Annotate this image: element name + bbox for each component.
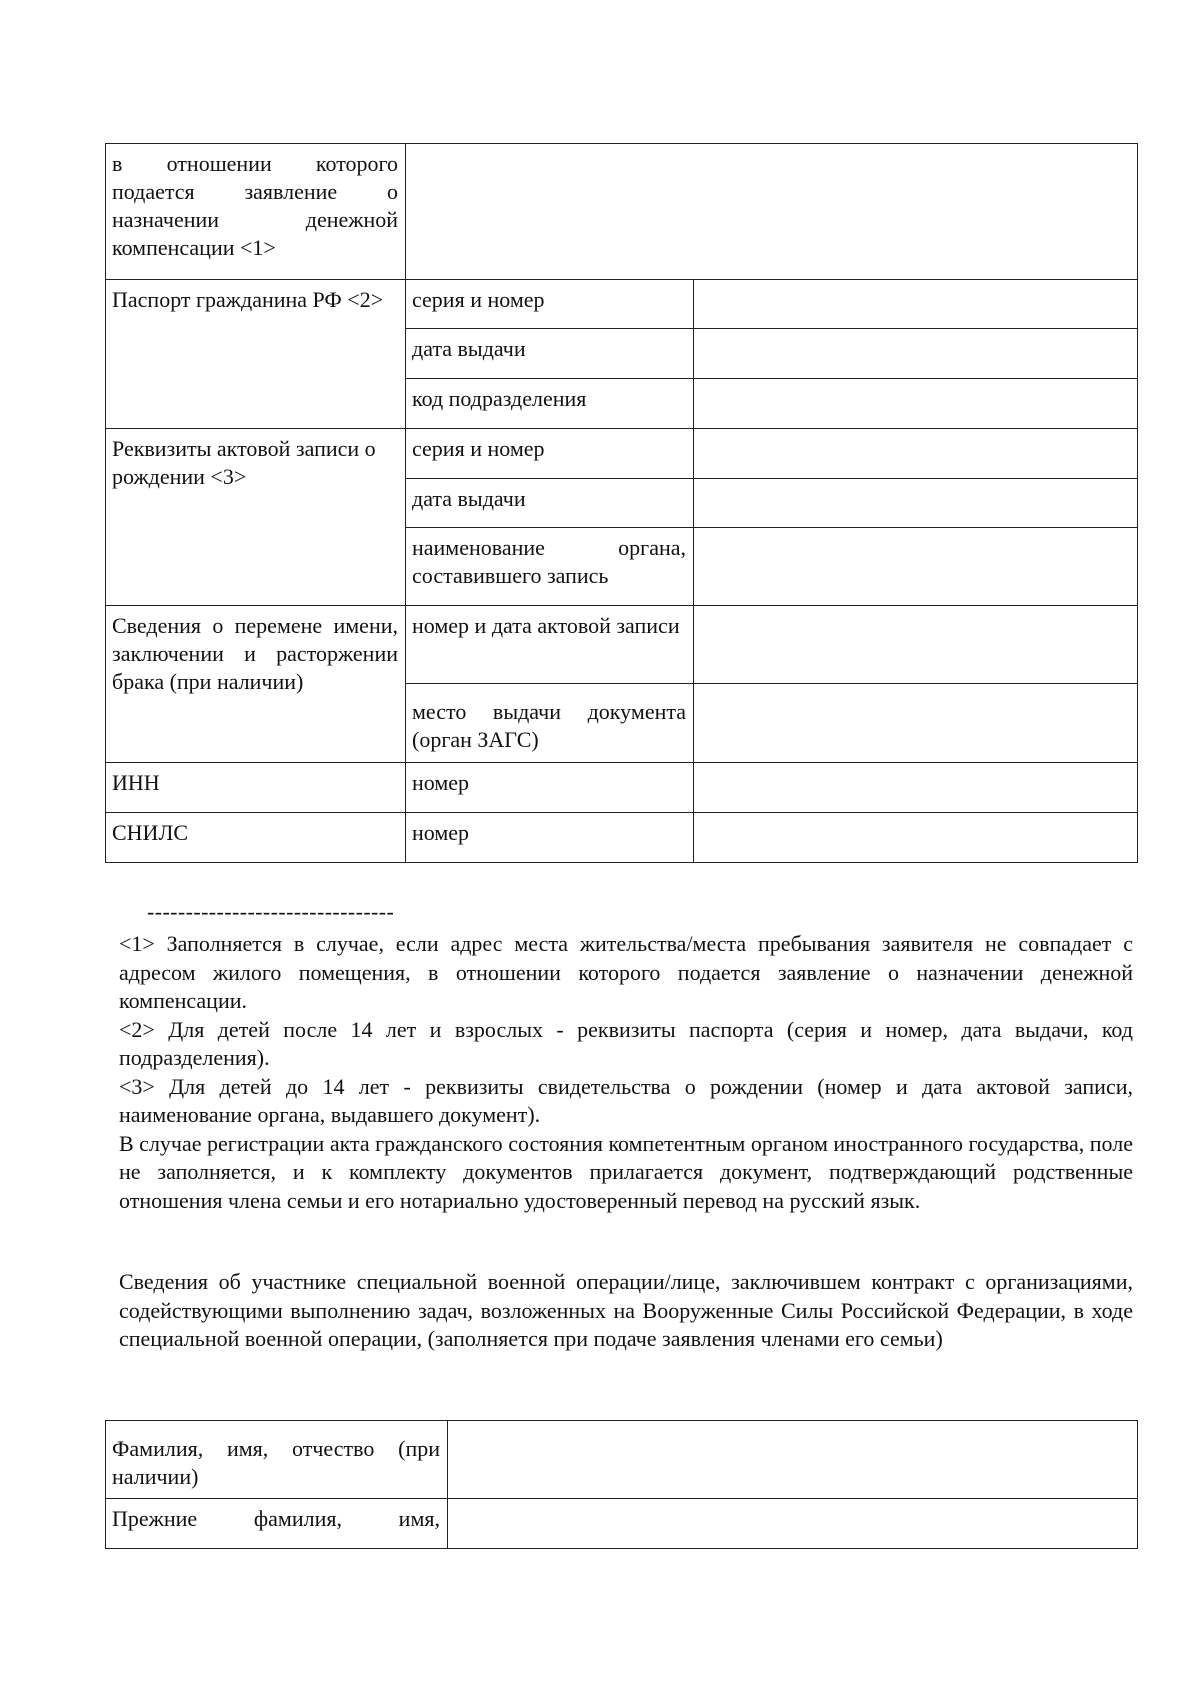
row-label-snils: СНИЛС — [106, 813, 406, 863]
input-cell-previous-name[interactable] — [448, 1499, 1138, 1549]
input-cell-full-name[interactable] — [448, 1421, 1138, 1499]
input-cell-inn-number[interactable] — [694, 763, 1138, 813]
input-cell-issue-place[interactable] — [694, 684, 1138, 763]
table-row — [106, 813, 1138, 863]
sub-label-birth-series: серия и номер — [406, 429, 694, 479]
table-row — [106, 1499, 1138, 1549]
row-label-name-change: Сведения о перемене имени, заключении и расторжении брака (при наличии) — [106, 606, 406, 763]
footnote-3: <3> Для детей до 14 лет - реквизиты свидетельства о рождении (номер и дата актовой записи, наименование органа, выдавшего документ). — [119, 1073, 1133, 1127]
input-cell-birth-authority[interactable] — [694, 528, 1138, 606]
footnote-foreign-registration: В случае регистрации акта гражданского состояния компетентным органом иностранного государства, поле не заполняется, и к комплекту документов прилагается документ, подтверждающий родственные отношения члена семьи и его нотариально удостоверенный перевод на русский язык. — [119, 1130, 1133, 1213]
row-label-full-name: Фамилия, имя, отчество (при наличии) — [106, 1421, 448, 1499]
table-row — [106, 280, 1138, 329]
sub-label-snils-number: номер — [406, 813, 694, 863]
footnotes-block — [119, 930, 1133, 1215]
row-label-inn: ИНН — [106, 763, 406, 813]
sub-label-birth-authority: наименование органа, составившего запись — [406, 528, 694, 606]
table-row — [106, 763, 1138, 813]
input-cell-birth-date[interactable] — [694, 479, 1138, 528]
input-cell-birth-series[interactable] — [694, 429, 1138, 479]
input-cell-address-property[interactable] — [406, 144, 1138, 280]
sub-label-record-number-date: номер и дата актовой записи — [406, 606, 694, 684]
sub-label-passport-code: код подразделения — [406, 379, 694, 429]
svo-info-text: Сведения об участнике специальной военной операции/лице, заключившем контракт с организациями, содействующими выполнению задач, возложенных на Вооруженные Силы Российской Федерации, в ходе специальной военной операции, (заполняется при подаче заявления членами его семьи) — [119, 1269, 1133, 1351]
row-label-passport: Паспорт гражданина РФ <2> — [106, 280, 406, 429]
input-cell-snils-number[interactable] — [694, 813, 1138, 863]
svo-participant-table — [105, 1420, 1138, 1549]
row-label-address-property: в отношении которого подается заявление о назначении денежной компенсации <1> — [106, 144, 406, 280]
family-member-details-table — [105, 143, 1138, 863]
table-row — [106, 1421, 1138, 1499]
sub-label-issue-place: место выдачи документа (орган ЗАГС) — [406, 684, 694, 763]
footnote-separator: -------------------------------- — [147, 899, 395, 924]
table-row — [106, 429, 1138, 479]
input-cell-record-number-date[interactable] — [694, 606, 1138, 684]
input-cell-passport-code[interactable] — [694, 379, 1138, 429]
sub-label-passport-date: дата выдачи — [406, 329, 694, 379]
table-row — [106, 606, 1138, 684]
row-label-birth-record: Реквизиты актовой записи о рождении <3> — [106, 429, 406, 606]
table-row — [106, 144, 1138, 280]
footnote-1: <1> Заполняется в случае, если адрес места жительства/места пребывания заявителя не совпадает с адресом жилого помещения, в отношении которого подается заявление о назначении денежной компенсации. — [119, 931, 1133, 1013]
sub-label-inn-number: номер — [406, 763, 694, 813]
svo-participant-section-intro — [119, 1268, 1133, 1354]
sub-label-birth-date: дата выдачи — [406, 479, 694, 528]
input-cell-passport-series[interactable] — [694, 280, 1138, 329]
input-cell-passport-date[interactable] — [694, 329, 1138, 379]
sub-label-passport-series: серия и номер — [406, 280, 694, 329]
row-label-previous-name: Прежние фамилия, имя, — [106, 1499, 448, 1549]
footnote-2: <2> Для детей после 14 лет и взрослых - реквизиты паспорта (серия и номер, дата выдачи, код подразделения). — [119, 1016, 1133, 1070]
